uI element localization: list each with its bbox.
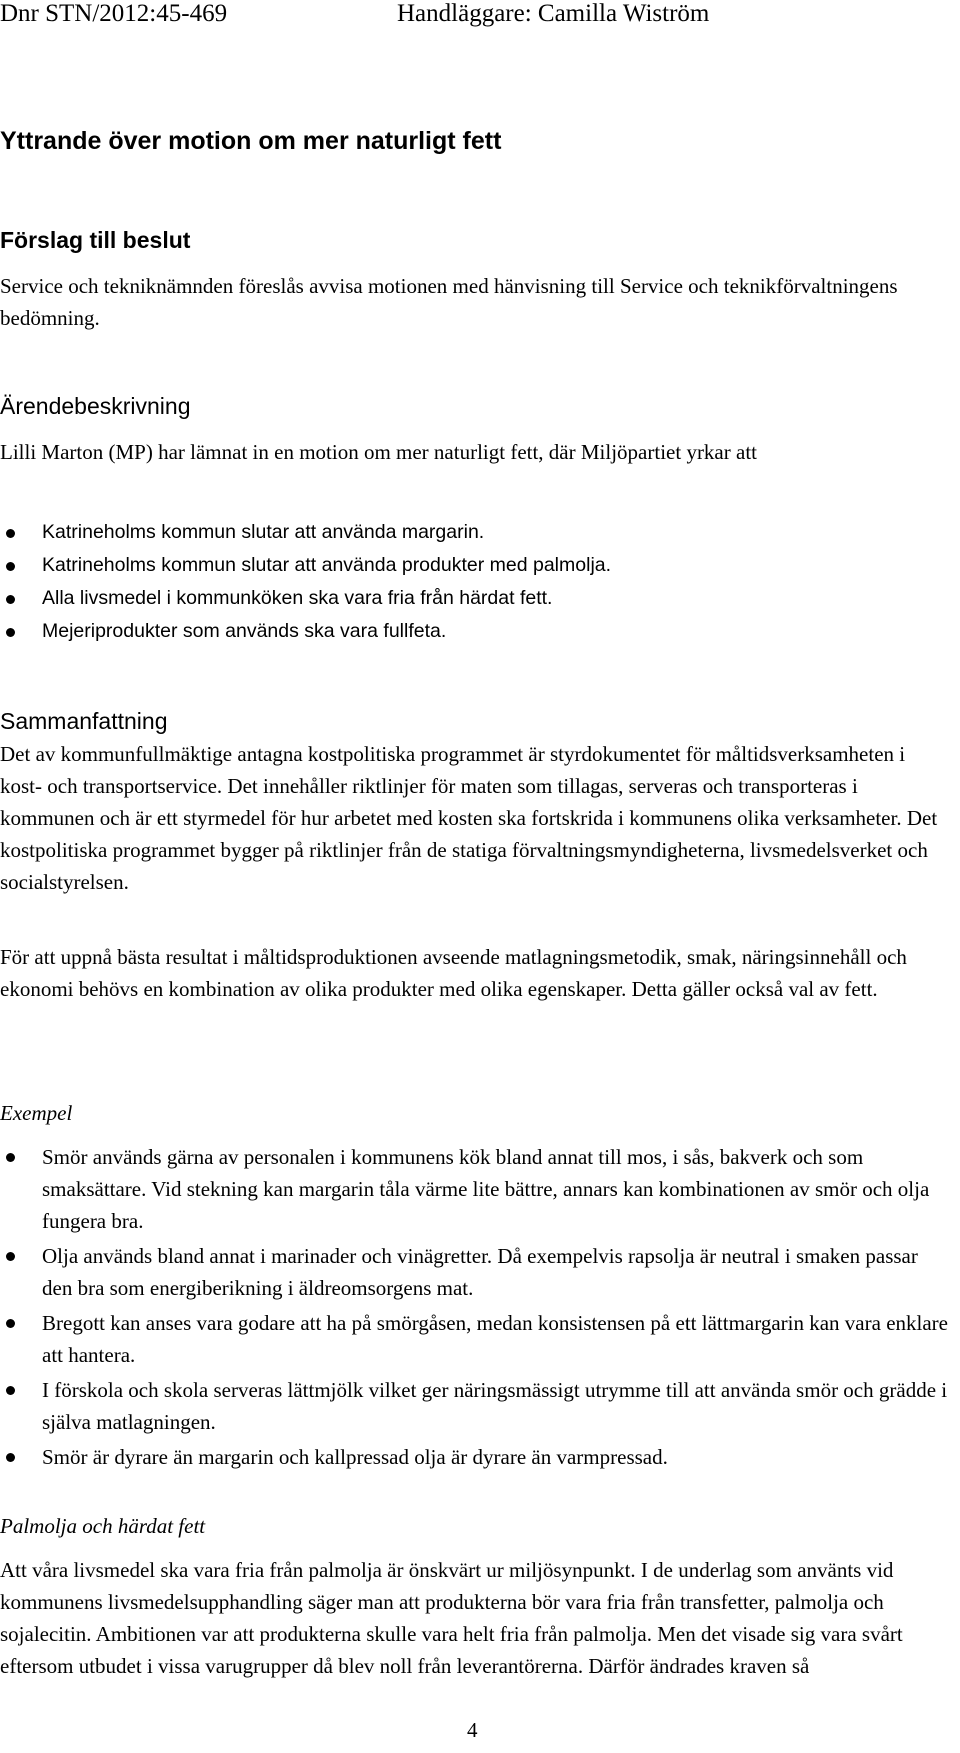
list-item: Alla livsmedel i kommunköken ska vara fria från härdat fett. [0, 582, 940, 615]
diarienummer: Dnr STN/2012:45-469 [0, 0, 228, 27]
bullet-icon [6, 1153, 15, 1162]
bullet-icon [6, 1386, 15, 1395]
list-item: Olja används bland annat i marinader och vinägretter. Då exempelvis rapsolja är neutral i smaken passar den bra som energiberikning i äldreomsorgens mat. [0, 1240, 948, 1304]
bullet-icon [6, 562, 15, 571]
sammanfattning-p2: För att uppnå bästa resultat i måltidsproduktionen avseende matlagningsmetodik, smak, näringsinnehåll och ekonomi behövs en kombination av olika produkter med olika egenskaper. Detta gäller också val av fett. [0, 945, 907, 1001]
list-item: Smör är dyrare än margarin och kallpressad olja är dyrare än varmpressad. [0, 1441, 948, 1473]
bullet-icon [6, 595, 15, 604]
sammanfattning-heading: Sammanfattning [0, 708, 168, 734]
handlaggare: Handläggare: Camilla Wiström [397, 0, 710, 27]
forslag-heading: Förslag till beslut [0, 227, 191, 253]
list-item: Mejeriprodukter som används ska vara fullfeta. [0, 615, 940, 648]
exempel-heading: Exempel [0, 1101, 73, 1125]
list-item: I förskola och skola serveras lättmjölk vilket ger näringsmässigt utrymme till att använda smör och grädde i själva matlagningen. [0, 1374, 948, 1438]
list-item: Katrineholms kommun slutar att använda produkter med palmolja. [0, 549, 940, 582]
list-item: Smör används gärna av personalen i kommunens kök bland annat till mos, i sås, bakverk och som smaksättare. Vid stekning kan margarin tåla värme lite bättre, annars kan kombinationen av smör och olja fungera bra. [0, 1141, 948, 1237]
sammanfattning-p1: Det av kommunfullmäktige antagna kostpolitiska programmet är styrdokumentet för måltidsverksamheten i kost- och transportservice. Det innehåller riktlinjer för maten som tillagas, serveras och transporteras i kommunen och är ett styrmedel för hur arbetet med kosten ska fortskrida i kommunens olika verksamheter. Det kostpolitiska programmet bygger på riktlinjer från de statiga förvaltningsmyndigheterna, livsmedelsverket och socialstyrelsen. [0, 742, 938, 894]
arende-intro: Lilli Marton (MP) har lämnat in en motion om mer naturligt fett, där Miljöpartiet yrkar att [0, 440, 757, 464]
page-header [0, 0, 960, 30]
bullet-icon [6, 1453, 15, 1462]
bullet-icon [6, 529, 15, 538]
bullet-icon [6, 628, 15, 637]
arende-heading: Ärendebeskrivning [0, 393, 191, 419]
palmolja-text: Att våra livsmedel ska vara fria från palmolja är önskvärt ur miljösynpunkt. I de underlag som använts vid kommunens livsmedelsupphandling säger man att produkterna bör vara fria från transfetter, palmolja och sojalecitin. Ambitionen var att produkterna skulle vara helt fria från palmolja. Men det visade sig vara svårt eftersom utbudet i vissa varugrupper då blev noll från leverantörerna. Därför ändrades kraven så [0, 1558, 903, 1678]
exempel-list [0, 1141, 948, 1476]
bullet-icon [6, 1252, 15, 1261]
palmolja-heading: Palmolja och härdat fett [0, 1514, 206, 1538]
motion-list [0, 516, 940, 648]
document-title: Yttrande över motion om mer naturligt fett [0, 127, 502, 155]
page-number: 4 [467, 1718, 478, 1742]
forslag-text: Service och tekniknämnden föreslås avvisa motionen med hänvisning till Service och teknikförvaltningens bedömning. [0, 274, 898, 330]
list-item: Bregott kan anses vara godare att ha på smörgåsen, medan konsistensen på ett lättmargarin kan vara enklare att hantera. [0, 1307, 948, 1371]
list-item: Katrineholms kommun slutar att använda margarin. [0, 516, 940, 549]
bullet-icon [6, 1319, 15, 1328]
